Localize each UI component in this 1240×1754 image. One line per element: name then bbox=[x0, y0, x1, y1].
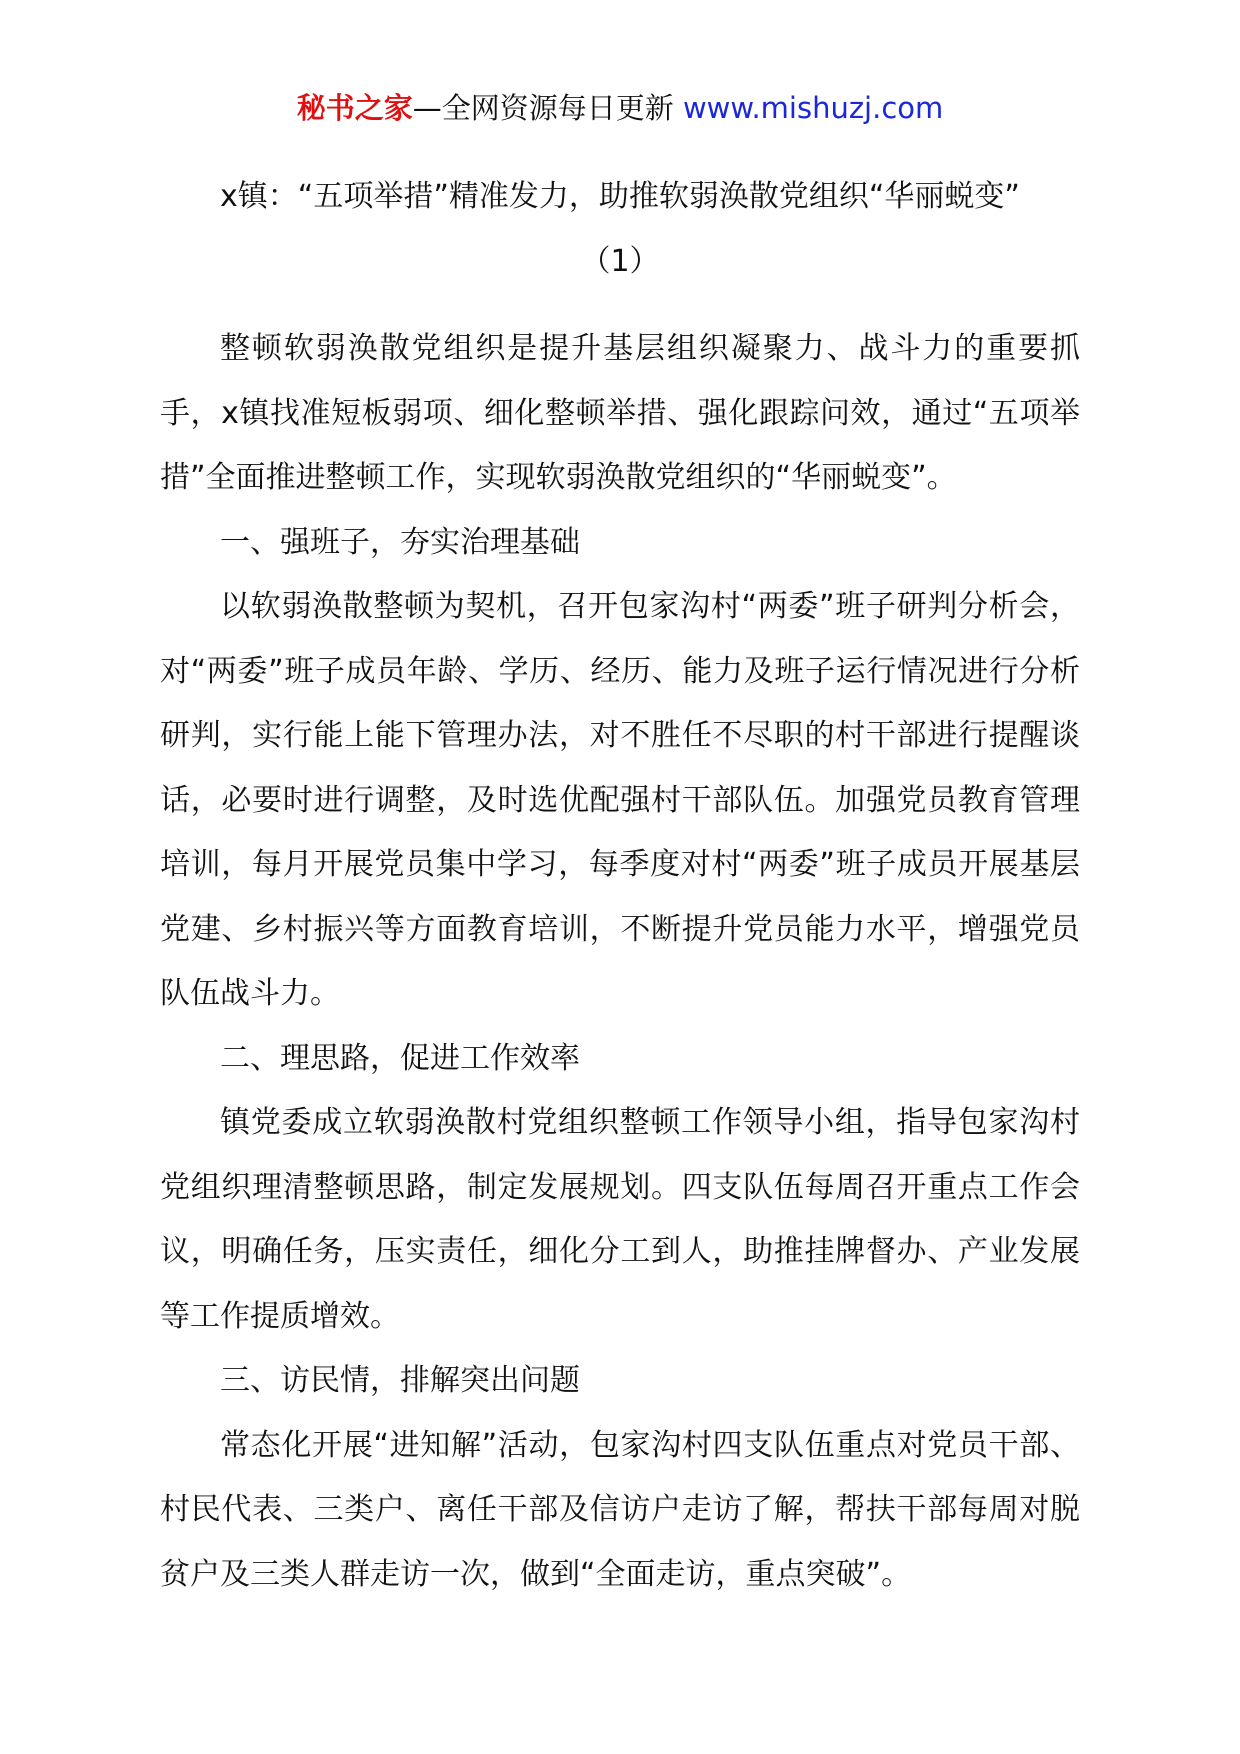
section-3-paragraph: 常态化开展“进知解”活动，包家沟村四支队伍重点对党员干部、村民代表、三类户、离任干部及信访户走访了解，帮扶干部每周对脱贫户及三类人群走访一次，做到“全面走访，重点突破”。 bbox=[160, 1427, 1080, 1592]
section-1-paragraph: 以软弱涣散整顿为契机，召开包家沟村“两委”班子研判分析会，对“两委”班子成员年龄、学历、经历、能力及班子运行情况进行分析研判，实行能上能下管理办法，对不胜任不尽职的村干部进行提醒谈话，必要时进行调整，及时选优配强村干部队伍。加强党员教育管理培训，每月开展党员集中学习，每季度对村“两委”班子成员开展基层党建、乡村振兴等方面教育培训，不断提升党员能力水平，增强党员队伍战斗力。 bbox=[160, 589, 1080, 1011]
section-heading-2: 二、理思路，促进工作效率 bbox=[220, 1040, 580, 1076]
site-header bbox=[0, 88, 1240, 128]
site-url-link[interactable]: www.mishuzj.com bbox=[682, 91, 944, 125]
document-title-part-number: （1） bbox=[580, 244, 660, 279]
intro-paragraph: 整顿软弱涣散党组织是提升基层组织凝聚力、战斗力的重要抓手，x镇找准短板弱项、细化整顿举措、强化跟踪问效，通过“五项举措”全面推进整顿工作，实现软弱涣散党组织的“华丽蜕变”。 bbox=[160, 331, 1080, 495]
section-heading-1: 一、强班子，夯实治理基础 bbox=[220, 524, 580, 560]
header-tagline: —全网资源每日更新 bbox=[412, 91, 683, 125]
document-body bbox=[160, 317, 1080, 1607]
document-title: x镇：“五项举措”精准发力，助推软弱涣散党组织“华丽蜕变” bbox=[220, 179, 1020, 214]
brand-name: 秘书之家 bbox=[296, 91, 413, 125]
section-heading-3: 三、访民情，排解突出问题 bbox=[220, 1363, 580, 1398]
section-2-paragraph: 镇党委成立软弱涣散村党组织整顿工作领导小组，指导包家沟村党组织理清整顿思路，制定发展规划。四支队伍每周召开重点工作会议，明确任务，压实责任，细化分工到人，助推挂牌督办、产业发展等工作提质增效。 bbox=[160, 1105, 1080, 1334]
